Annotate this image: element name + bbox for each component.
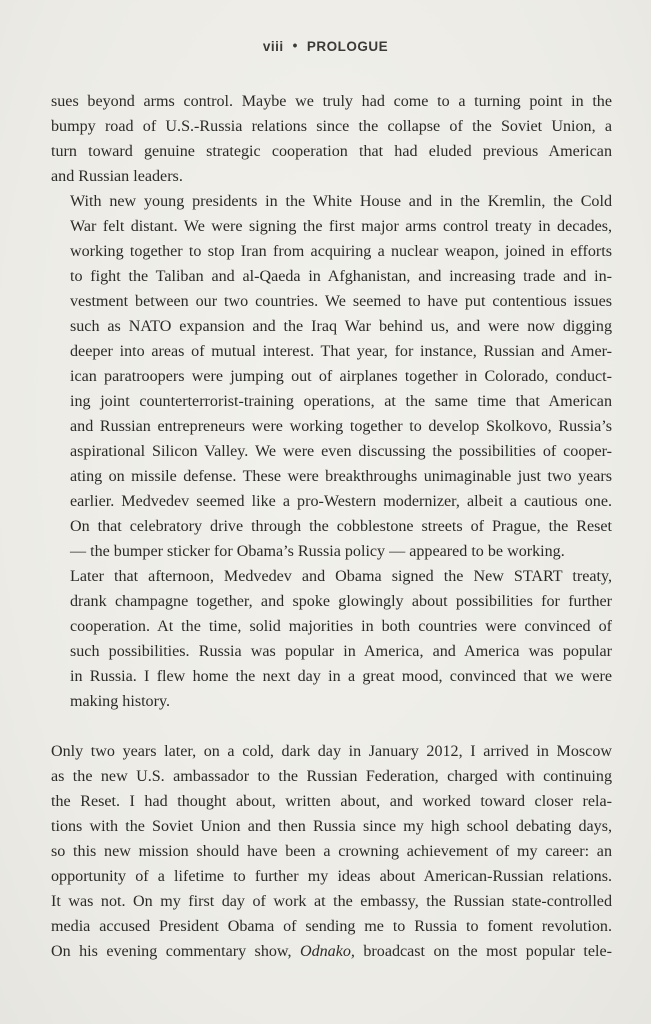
text-line: making history. bbox=[70, 693, 170, 710]
text-line: earlier. Medvedev seemed like a pro-Western modernizer, albeit a cautious one. bbox=[70, 493, 612, 510]
running-head bbox=[0, 39, 651, 54]
text-line: On that celebratory drive through the cobblestone streets of Prague, the Reset bbox=[70, 518, 612, 535]
text-line: such possibilities. Russia was popular in America, and America was popular bbox=[70, 643, 612, 660]
page-number: viii bbox=[262, 39, 284, 54]
text-line: turn toward genuine strategic cooperation that had eluded previous American bbox=[51, 143, 612, 160]
paragraph bbox=[51, 89, 612, 189]
text-line: ating on missile defense. These were breakthroughs unimaginable just two years bbox=[70, 468, 612, 485]
header-separator: • bbox=[292, 38, 298, 53]
text-line: working together to stop Iran from acquiring a nuclear weapon, joined in efforts bbox=[70, 243, 612, 260]
text-line: aspirational Silicon Valley. We were even discussing the possibilities of cooper- bbox=[70, 443, 612, 460]
text-line: as the new U.S. ambassador to the Russian Federation, charged with continuing bbox=[51, 768, 612, 785]
text-line: deeper into areas of mutual interest. That year, for instance, Russian and Amer- bbox=[70, 343, 612, 360]
text-line: to fight the Taliban and al-Qaeda in Afghanistan, and increasing trade and in- bbox=[70, 268, 612, 285]
text-run: broadcast on the most popular tele- bbox=[354, 943, 612, 960]
text-line: and Russian leaders. bbox=[51, 168, 183, 185]
text-line: ing joint counterterrorist-training operations, at the same time that American bbox=[70, 393, 612, 410]
text-line: With new young presidents in the White House and in the Kremlin, the Cold bbox=[70, 193, 612, 210]
text-line: tions with the Soviet Union and then Russia since my high school debating days, bbox=[51, 818, 612, 835]
text-line: and Russian entrepreneurs were working together to develop Skolkovo, Russia’s bbox=[70, 418, 612, 435]
text-line bbox=[51, 939, 612, 964]
text-line: War felt distant. We were signing the first major arms control treaty in decades, bbox=[70, 218, 612, 235]
text-line: bumpy road of U.S.-Russia relations since the collapse of the Soviet Union, a bbox=[51, 118, 612, 135]
text-line: cooperation. At the time, solid majorities in both countries were convinced of bbox=[70, 618, 612, 635]
chapter-title: PROLOGUE bbox=[306, 39, 389, 54]
text-line: — the bumper sticker for Obama’s Russia policy — appeared to be working. bbox=[70, 543, 565, 560]
text-line: such as NATO expansion and the Iraq War behind us, and were now digging bbox=[70, 318, 612, 335]
text-line: It was not. On my first day of work at the embassy, the Russian state-controlled bbox=[51, 893, 612, 910]
text-line: in Russia. I flew home the next day in a great mood, convinced that we were bbox=[70, 668, 612, 685]
text-line: vestment between our two countries. We seemed to have put contentious issues bbox=[70, 293, 612, 310]
text-line: opportunity of a lifetime to further my ideas about American-Russian relations. bbox=[51, 868, 612, 885]
text-line: drank champagne together, and spoke glowingly about possibilities for further bbox=[70, 593, 612, 610]
text-line: so this new mission should have been a crowning achievement of my career: an bbox=[51, 843, 612, 860]
text-line: the Reset. I had thought about, written about, and worked toward closer rela- bbox=[51, 793, 612, 810]
text-line: media accused President Obama of sending me to Russia to foment revolution. bbox=[51, 918, 612, 935]
text-line: sues beyond arms control. Maybe we truly had come to a turning point in the bbox=[51, 93, 612, 110]
show-title: Odnako, bbox=[299, 943, 355, 960]
paragraph bbox=[51, 739, 612, 964]
body-text bbox=[51, 89, 612, 964]
text-line: Later that afternoon, Medvedev and Obama signed the New START treaty, bbox=[70, 568, 612, 585]
text-line: Only two years later, on a cold, dark day in January 2012, I arrived in Moscow bbox=[51, 743, 612, 760]
paragraph bbox=[51, 189, 612, 564]
paragraph bbox=[51, 564, 612, 714]
text-line: ican paratroopers were jumping out of airplanes together in Colorado, conduct- bbox=[70, 368, 612, 385]
text-run: On his evening commentary show, bbox=[51, 943, 300, 960]
